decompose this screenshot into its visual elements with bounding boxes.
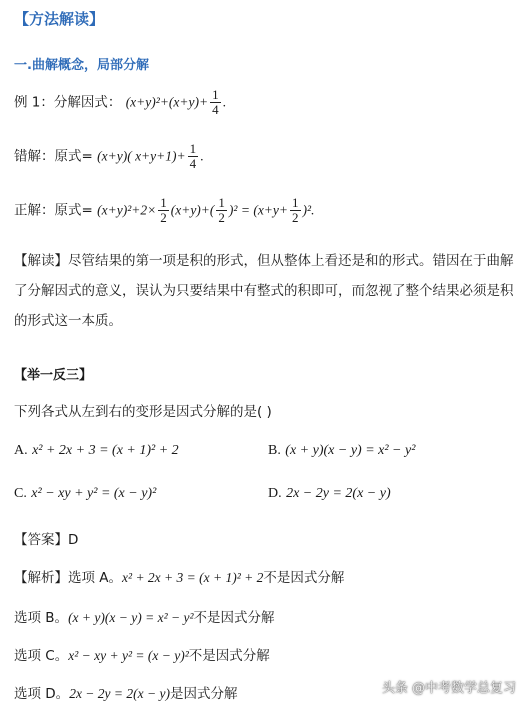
wrong-solution-line: 错解：原式= (x+y)( x+y+1)+ $\frac{1}{4}$ . <box>14 141 204 171</box>
option-d: D. 2x − 2y = 2(x − y) <box>268 486 391 501</box>
analysis-d: 选项 D。2x − 2y = 2(x − y)是因式分解 <box>14 686 238 702</box>
wrong-fraction: $\frac{1}{4}$ <box>189 141 197 171</box>
wrong-expr: (x+y)( x+y+1)+ <box>97 148 186 164</box>
section-heading: 【方法解读】 <box>14 10 105 28</box>
answer-text: 【答案】D <box>14 532 79 548</box>
question-text: 下列各式从左到右的变形是因式分解的是( ) <box>14 404 272 420</box>
analysis-a: 【解析】选项 A。x² + 2x + 3 = (x + 1)² + 2不是因式分解 <box>14 570 345 586</box>
analysis-c: 选项 C。x² − xy + y² = (x − y)²不是因式分解 <box>14 648 270 664</box>
analysis-b: 选项 B。(x + y)(x − y) = x² − y²不是因式分解 <box>14 610 275 626</box>
explanation-paragraph: 【解读】尽管结果的第一项是积的形式，但从整体上看还是和的形式。错因在于曲解了分解因式的意义，误认为只要结果中有整式的积即可，而忽视了整个结果必须是积的形式这一本质。 <box>14 253 514 329</box>
subheading: 一.曲解概念，局部分解 <box>14 58 149 73</box>
right-fraction-1: $\frac{1}{2}$ <box>160 195 167 225</box>
right-label: 正解：原式= <box>14 202 93 219</box>
watermark: 头条 @中考数学总复习 <box>381 681 516 696</box>
option-c: C. x² − xy + y² = (x − y)² <box>14 486 157 501</box>
option-b: B. (x + y)(x − y) = x² − y² <box>268 443 416 458</box>
wrong-label: 错解：原式= <box>14 148 93 165</box>
example-expr: (x+y)²+(x+y)+ <box>125 94 209 110</box>
option-a: A. x² + 2x + 3 = (x + 1)² + 2 <box>14 443 179 458</box>
example-fraction: $\frac{1}{4}$ <box>212 87 219 117</box>
right-fraction-2: $\frac{1}{2}$ <box>218 195 225 225</box>
right-fraction-3: $\frac{1}{2}$ <box>292 195 299 225</box>
correct-solution-line: 正解：原式= (x+y)²+2× $\frac{1}{2}$ (x+y)+( $\frac{1}{2}$ )² = (x+y+ $\frac{1}{2}$ )². <box>14 195 315 225</box>
example-line: 例 1：分解因式： (x+y)²+(x+y)+ $\frac{1}{4}$ . <box>14 87 226 117</box>
practice-heading: 【举一反三】 <box>14 368 93 383</box>
example-label: 例 1：分解因式： <box>14 94 122 111</box>
